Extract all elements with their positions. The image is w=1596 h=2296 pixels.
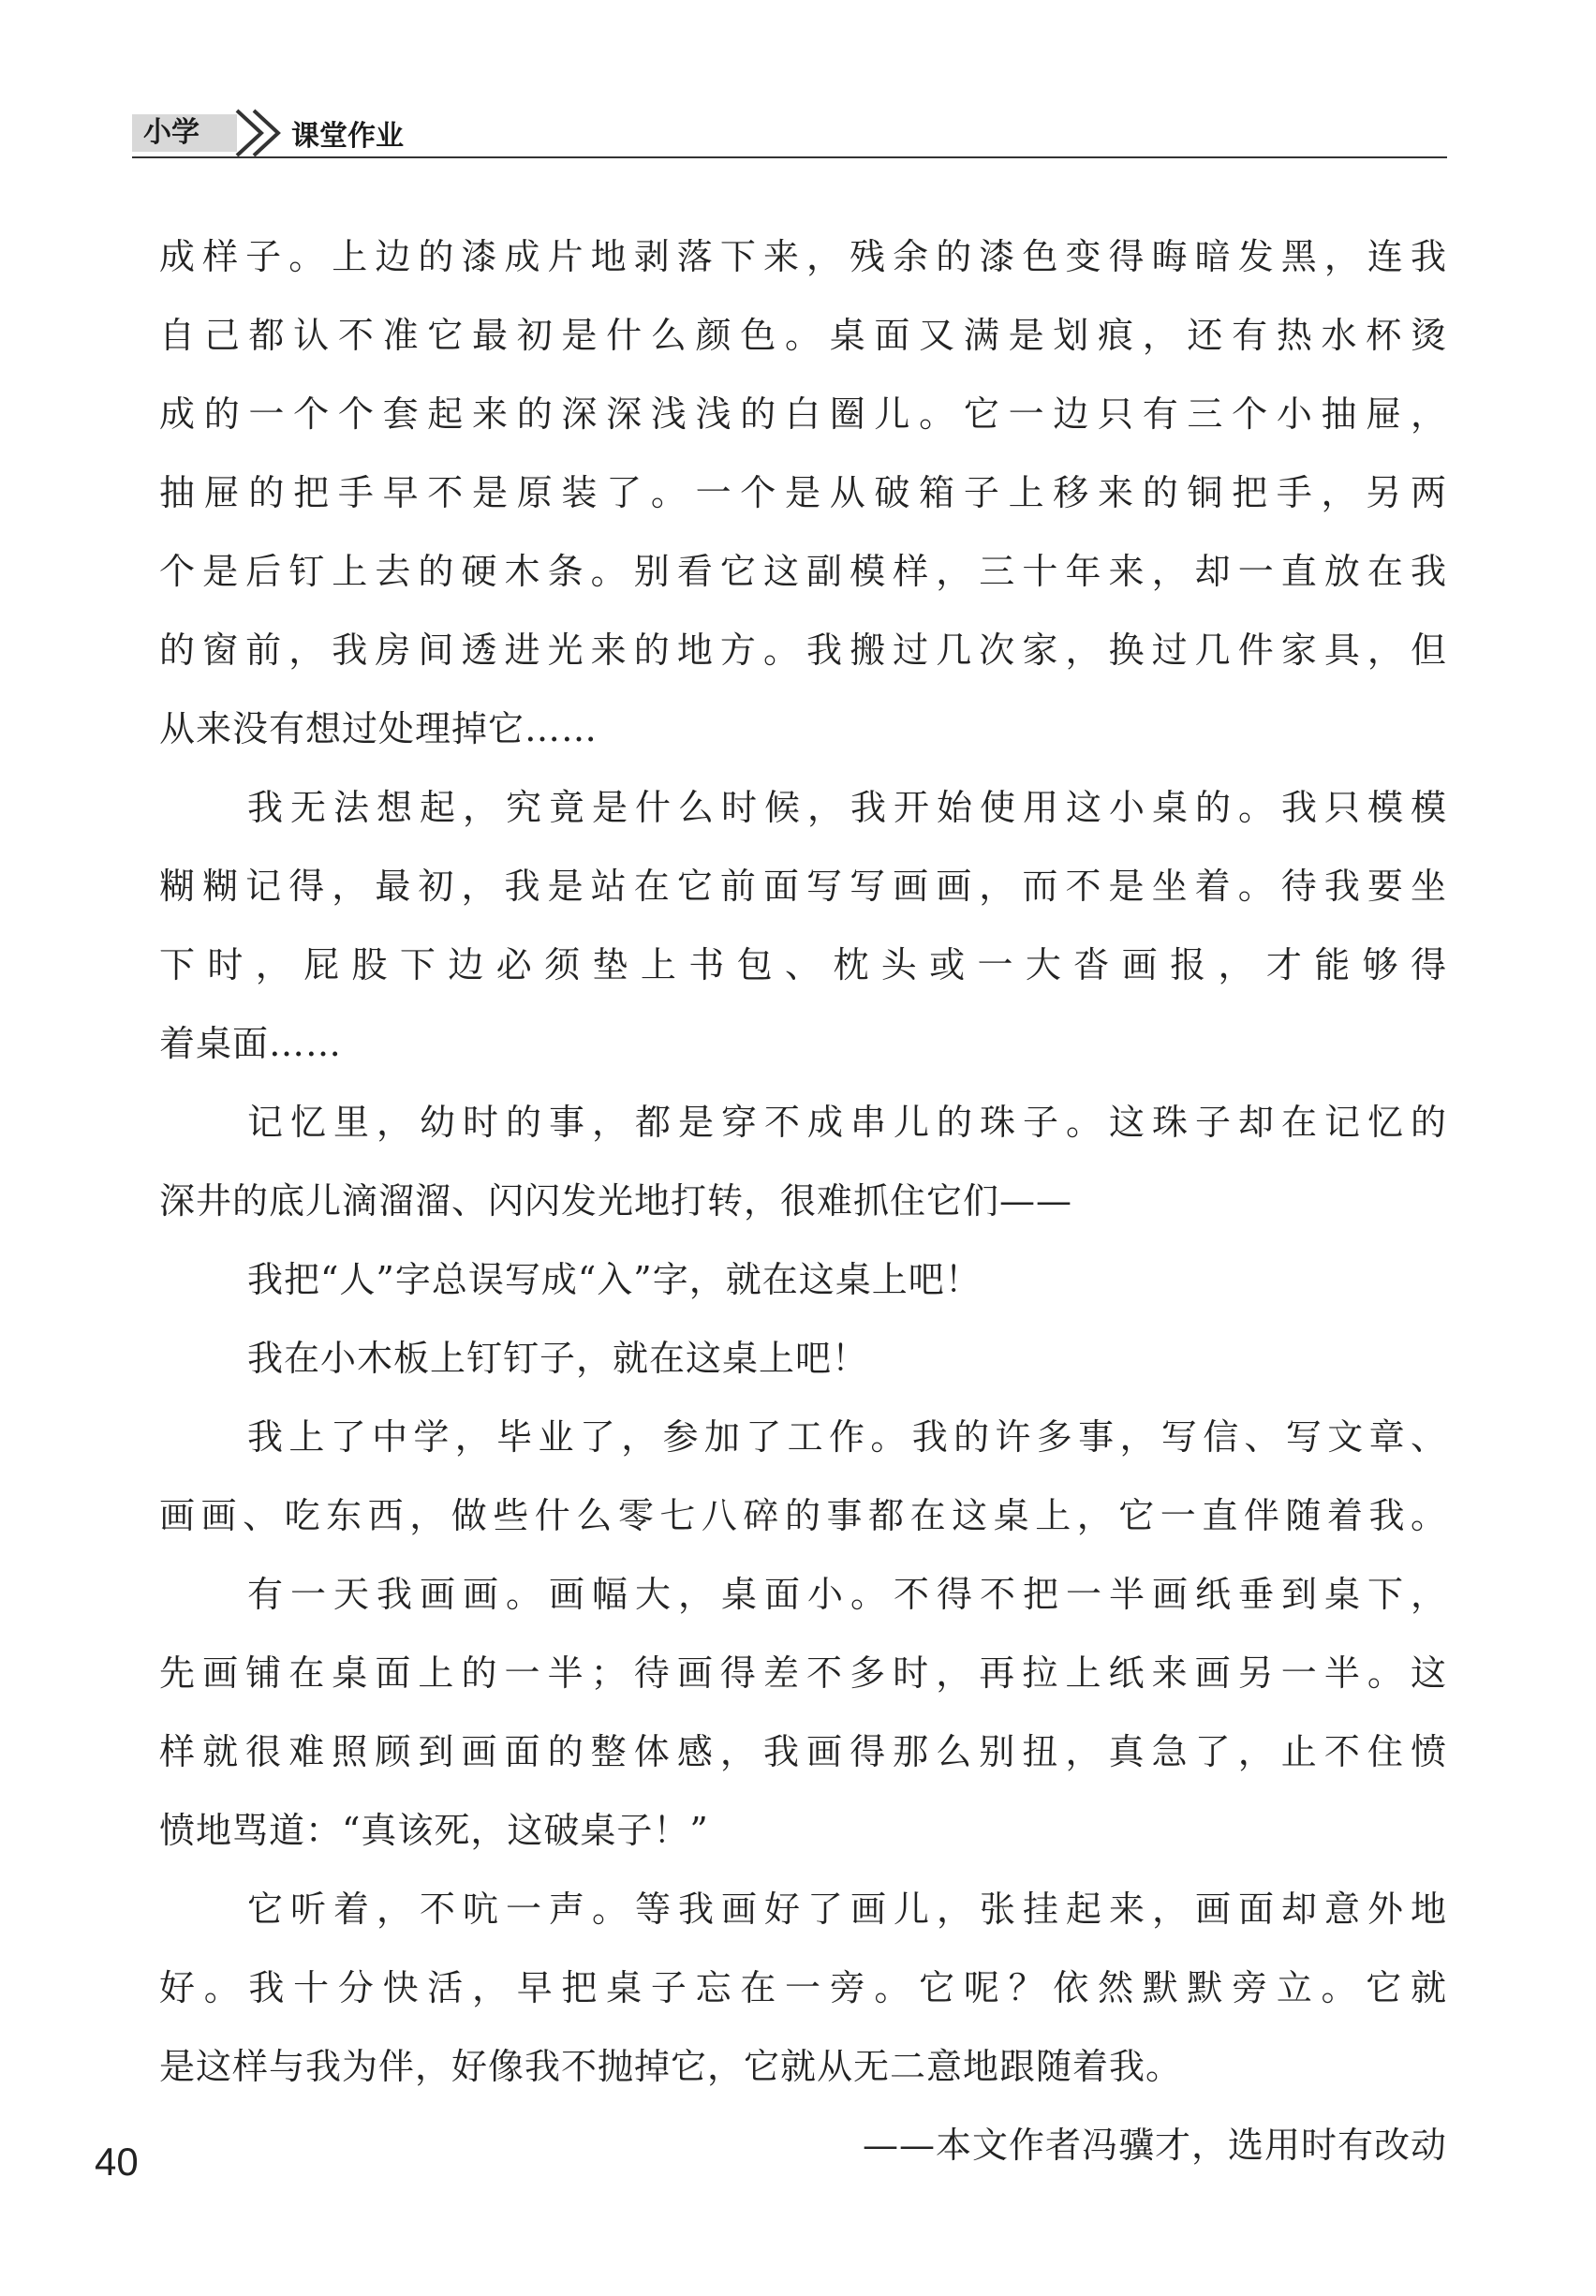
text-line: 好。我十分快活，早把桌子忘在一旁。它呢？依然默默旁立。它就 (159, 1967, 1447, 2008)
text-line: 样就很难照顾到画面的整体感，我画得那么别扭，真急了，止不住愤 (159, 1731, 1447, 1772)
header-divider (132, 156, 1447, 158)
text-line: 自己都认不准它最初是什么颜色。桌面又满是划痕，还有热水杯烫 (159, 315, 1447, 356)
page-header (132, 105, 1447, 157)
text-line: 画画、吃东西，做些什么零七八碎的事都在这桌上，它一直伴随着我。 (159, 1495, 1447, 1536)
text-line: 从来没有想过处理掉它…… (159, 708, 598, 749)
text-line: 它听着，不吭一声。等我画好了画儿，张挂起来，画面却意外地 (247, 1889, 1447, 1930)
page-number: 40 (95, 2140, 139, 2184)
text-line: 是这样与我为伴，好像我不抛掉它，它就从无二意地跟随着我。 (159, 2046, 1183, 2087)
text-line: 我无法想起，究竟是什么时候，我开始使用这小桌的。我只模模 (247, 787, 1447, 828)
text-line: 下时，屁股下边必须垫上书包、枕头或一大沓画报，才能够得 (159, 944, 1447, 985)
header-tag: 小学 (132, 114, 237, 152)
text-line: 记忆里，幼时的事，都是穿不成串儿的珠子。这珠子却在记忆的 (247, 1102, 1447, 1143)
text-line: 我上了中学，毕业了，参加了工作。我的许多事，写信、写文章、 (247, 1416, 1447, 1458)
text-line: 我把“人”字总误写成“入”字，就在这桌上吧！ (247, 1259, 982, 1300)
text-line: 有一天我画画。画幅大，桌面小。不得不把一半画纸垂到桌下， (247, 1574, 1447, 1615)
text-line: 着桌面…… (159, 1023, 343, 1064)
double-chevron-icon (229, 107, 295, 159)
text-line: 的窗前，我房间透进光来的地方。我搬过几次家，换过几件家具，但 (159, 630, 1447, 671)
text-line: 深井的底儿滴溜溜、闪闪发光地打转，很难抓住它们—— (159, 1180, 1073, 1222)
text-line: 个是后钉上去的硬木条。别看它这副模样，三十年来，却一直放在我 (159, 551, 1447, 592)
text-line: 愤地骂道：“真该死，这破桌子！” (159, 1810, 709, 1851)
header-title: 课堂作业 (291, 120, 404, 153)
attribution-line: ——本文作者冯骥才，选用时有改动 (862, 2125, 1447, 2166)
article-body (159, 217, 1447, 2185)
text-line: 先画铺在桌面上的一半；待画得差不多时，再拉上纸来画另一半。这 (159, 1652, 1447, 1694)
text-line: 抽屉的把手早不是原装了。一个是从破箱子上移来的铜把手，另两 (159, 472, 1447, 513)
text-line: 成的一个个套起来的深深浅浅的白圈儿。它一边只有三个小抽屉， (159, 393, 1447, 435)
text-line: 糊糊记得，最初，我是站在它前面写写画画，而不是坐着。待我要坐 (159, 866, 1447, 907)
text-line: 成样子。上边的漆成片地剥落下来，残余的漆色变得晦暗发黑，连我 (159, 236, 1447, 277)
text-line: 我在小木板上钉钉子，就在这桌上吧！ (247, 1338, 869, 1379)
